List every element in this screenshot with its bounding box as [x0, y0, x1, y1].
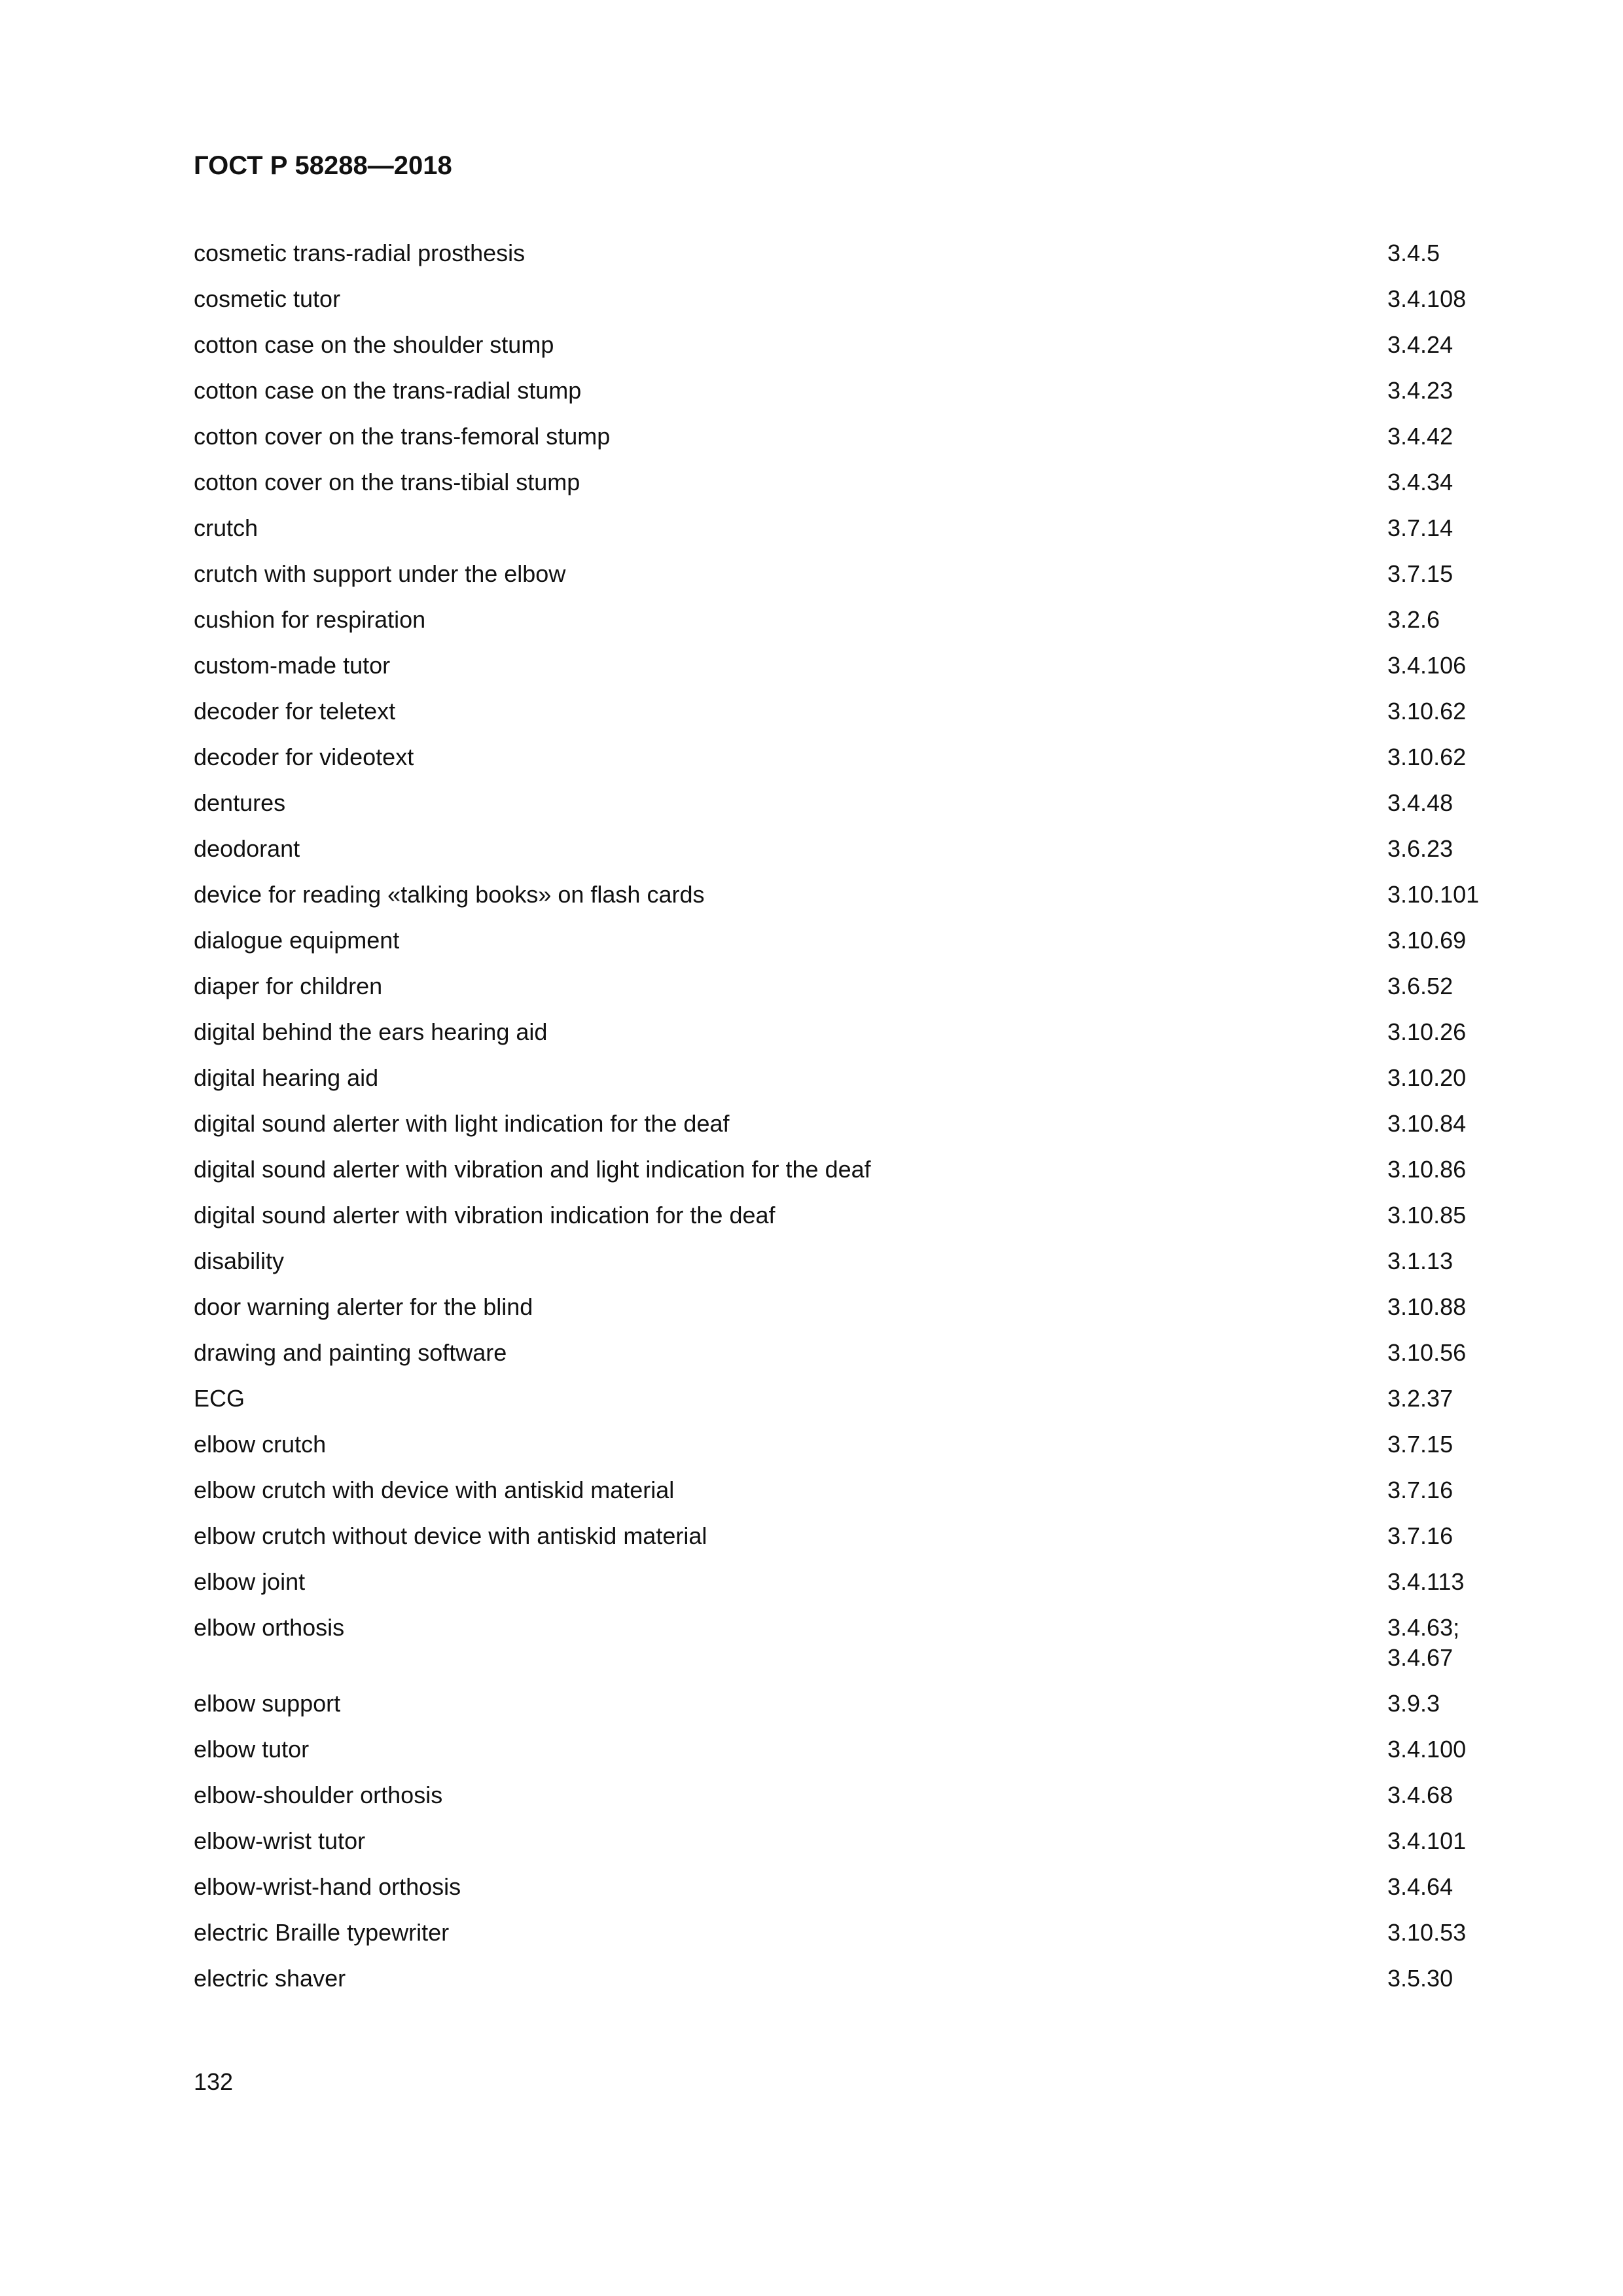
- reference-number: 3.4.108: [1387, 285, 1467, 312]
- index-entry: [194, 1826, 1503, 1872]
- reference-number: 3.4.24: [1387, 331, 1454, 358]
- reference-number: 3.4.34: [1387, 469, 1454, 495]
- index-reference: [1387, 1246, 1453, 1276]
- reference-number: 3.4.63;: [1387, 1614, 1460, 1641]
- index-entry: [194, 1964, 1503, 2009]
- index-reference: [1387, 788, 1453, 818]
- index-term: decoder for teletext: [194, 698, 396, 725]
- index-term: elbow crutch without device with antiskid material: [194, 1522, 707, 1549]
- reference-number: 3.10.62: [1387, 744, 1467, 770]
- reference-number: 3.1.13: [1387, 1247, 1454, 1274]
- index-term: elbow-wrist tutor: [194, 1827, 366, 1854]
- index-term: digital behind the ears hearing aid: [194, 1018, 548, 1045]
- index-term: dentures: [194, 789, 286, 816]
- reference-number: 3.10.20: [1387, 1064, 1467, 1091]
- reference-number: 3.7.16: [1387, 1477, 1454, 1503]
- index-reference: [1387, 376, 1453, 406]
- index-reference: [1387, 1292, 1466, 1322]
- index-reference: [1387, 1384, 1453, 1414]
- index-reference: [1387, 1475, 1453, 1505]
- index-term: digital hearing aid: [194, 1064, 379, 1091]
- index-term: elbow orthosis: [194, 1614, 345, 1641]
- index-term: diaper for children: [194, 973, 383, 999]
- index-reference: [1387, 605, 1440, 635]
- reference-number: 3.10.101: [1387, 881, 1480, 908]
- index-term: elbow-wrist-hand orthosis: [194, 1873, 461, 1900]
- index-entry: [194, 696, 1503, 742]
- index-term: cosmetic tutor: [194, 285, 341, 312]
- index-term: custom-made tutor: [194, 652, 391, 679]
- index-reference: [1387, 1338, 1466, 1368]
- index-reference: [1387, 330, 1453, 360]
- index-reference: [1387, 238, 1440, 268]
- index-term: drawing and painting software: [194, 1339, 507, 1366]
- index-reference: [1387, 1567, 1464, 1597]
- index-reference: [1387, 834, 1453, 864]
- reference-number: 3.7.16: [1387, 1522, 1454, 1549]
- document-header: ГОСТ Р 58288—2018: [194, 151, 452, 180]
- index-entry: [194, 1155, 1503, 1200]
- index-entry: [194, 1734, 1503, 1780]
- index-reference: [1387, 1063, 1466, 1093]
- index-term: cotton case on the shoulder stump: [194, 331, 554, 358]
- index-term: crutch: [194, 514, 259, 541]
- index-term: cushion for respiration: [194, 606, 426, 633]
- index-reference: [1387, 467, 1453, 497]
- index-entry: [194, 1109, 1503, 1155]
- index-term: door warning alerter for the blind: [194, 1293, 533, 1320]
- reference-number: 3.5.30: [1387, 1965, 1454, 1992]
- index-reference: [1387, 284, 1466, 314]
- index-reference: [1387, 742, 1466, 772]
- index-entry: [194, 284, 1503, 330]
- index-term: elbow support: [194, 1690, 341, 1717]
- index-entry: [194, 1429, 1503, 1475]
- reference-number: 3.10.53: [1387, 1919, 1467, 1946]
- index-term: disability: [194, 1247, 285, 1274]
- index-entry: [194, 1200, 1503, 1246]
- reference-number: 3.10.26: [1387, 1018, 1467, 1045]
- page-number: 132: [194, 2068, 234, 2095]
- index-reference: [1387, 1613, 1459, 1673]
- reference-number: 3.6.23: [1387, 835, 1454, 862]
- index-reference: [1387, 880, 1479, 910]
- index-entry: [194, 238, 1503, 284]
- reference-number: 3.10.69: [1387, 927, 1467, 954]
- index-entry: [194, 971, 1503, 1017]
- index-reference: [1387, 925, 1466, 956]
- index-entry: [194, 605, 1503, 651]
- reference-number: 3.9.3: [1387, 1690, 1440, 1717]
- index-reference: [1387, 1429, 1453, 1460]
- index-reference: [1387, 1734, 1466, 1765]
- reference-number: 3.10.84: [1387, 1110, 1467, 1137]
- index-term: cotton cover on the trans-tibial stump: [194, 469, 580, 495]
- index-term: digital sound alerter with vibration indication for the deaf: [194, 1202, 776, 1229]
- index-entry: [194, 330, 1503, 376]
- reference-number: 3.4.5: [1387, 240, 1440, 266]
- index-entry: [194, 1689, 1503, 1734]
- reference-number: 3.4.106: [1387, 652, 1467, 679]
- index-term: elbow-shoulder orthosis: [194, 1782, 443, 1808]
- index-entry: [194, 788, 1503, 834]
- index-reference: [1387, 1109, 1466, 1139]
- index-reference: [1387, 1780, 1453, 1810]
- index-entry: [194, 1338, 1503, 1384]
- index-entry: [194, 1475, 1503, 1521]
- reference-number: 3.7.15: [1387, 560, 1454, 587]
- index-term: electric shaver: [194, 1965, 346, 1992]
- index-term: elbow crutch: [194, 1431, 327, 1458]
- reference-number: 3.7.15: [1387, 1431, 1454, 1458]
- index-reference: [1387, 422, 1453, 452]
- index-term: elbow tutor: [194, 1736, 310, 1763]
- index-reference: [1387, 1155, 1466, 1185]
- index-entry: [194, 1384, 1503, 1429]
- index-reference: [1387, 651, 1466, 681]
- index-entry: [194, 1017, 1503, 1063]
- reference-number: 3.10.88: [1387, 1293, 1467, 1320]
- index-entry: [194, 1918, 1503, 1964]
- index-term: cosmetic trans-radial prosthesis: [194, 240, 526, 266]
- index-entry: [194, 742, 1503, 788]
- reference-number: 3.10.56: [1387, 1339, 1467, 1366]
- index-entry: [194, 880, 1503, 925]
- index-entry: [194, 467, 1503, 513]
- index-term: ECG: [194, 1385, 245, 1412]
- index-entry: [194, 1872, 1503, 1918]
- index-term: device for reading «talking books» on flash cards: [194, 881, 705, 908]
- index-reference: [1387, 1872, 1453, 1902]
- reference-number: 3.10.85: [1387, 1202, 1467, 1229]
- index-term: decoder for videotext: [194, 744, 414, 770]
- index-entry: [194, 559, 1503, 605]
- index-entry: [194, 1246, 1503, 1292]
- index-entry: [194, 1521, 1503, 1567]
- index-term: elbow crutch with device with antiskid material: [194, 1477, 675, 1503]
- index-reference: [1387, 1689, 1440, 1719]
- index-entry: [194, 834, 1503, 880]
- reference-number: 3.7.14: [1387, 514, 1454, 541]
- index-entry: [194, 1613, 1503, 1689]
- index-term: digital sound alerter with vibration and light indication for the deaf: [194, 1156, 871, 1183]
- index-entry: [194, 376, 1503, 422]
- index-term: elbow joint: [194, 1568, 306, 1595]
- index-reference: [1387, 559, 1453, 589]
- index-entry: [194, 513, 1503, 559]
- reference-number: 3.10.62: [1387, 698, 1467, 725]
- index-reference: [1387, 1964, 1453, 1994]
- reference-number: 3.2.37: [1387, 1385, 1454, 1412]
- reference-number: 3.4.64: [1387, 1873, 1454, 1900]
- index-reference: [1387, 1521, 1453, 1551]
- index-reference: [1387, 1200, 1466, 1230]
- index-reference: [1387, 696, 1466, 726]
- index-entry: [194, 1780, 1503, 1826]
- index-reference: [1387, 1826, 1466, 1856]
- reference-number: 3.2.6: [1387, 606, 1440, 633]
- index-term: digital sound alerter with light indication for the deaf: [194, 1110, 730, 1137]
- index-entry: [194, 422, 1503, 467]
- reference-number: 3.4.68: [1387, 1782, 1454, 1808]
- reference-number: 3.4.113: [1387, 1568, 1465, 1595]
- index-entry: [194, 925, 1503, 971]
- reference-number: 3.10.86: [1387, 1156, 1467, 1183]
- reference-number: 3.4.100: [1387, 1736, 1467, 1763]
- index-entry: [194, 1292, 1503, 1338]
- index-reference: [1387, 1918, 1466, 1948]
- index-term: cotton cover on the trans-femoral stump: [194, 423, 611, 450]
- index-term: electric Braille typewriter: [194, 1919, 450, 1946]
- index-reference: [1387, 513, 1453, 543]
- reference-number: 3.4.42: [1387, 423, 1454, 450]
- reference-number: 3.4.101: [1387, 1827, 1467, 1854]
- index-term: cotton case on the trans-radial stump: [194, 377, 582, 404]
- index-term: deodorant: [194, 835, 300, 862]
- reference-number: 3.4.67: [1387, 1644, 1454, 1671]
- index-reference: [1387, 1017, 1466, 1047]
- index-entry: [194, 651, 1503, 696]
- index-reference: [1387, 971, 1453, 1001]
- reference-number: 3.6.52: [1387, 973, 1454, 999]
- index-term: dialogue equipment: [194, 927, 400, 954]
- reference-number: 3.4.23: [1387, 377, 1454, 404]
- reference-number: 3.4.48: [1387, 789, 1454, 816]
- index-list: [194, 238, 1503, 2009]
- index-term: crutch with support under the elbow: [194, 560, 566, 587]
- index-entry: [194, 1567, 1503, 1613]
- index-entry: [194, 1063, 1503, 1109]
